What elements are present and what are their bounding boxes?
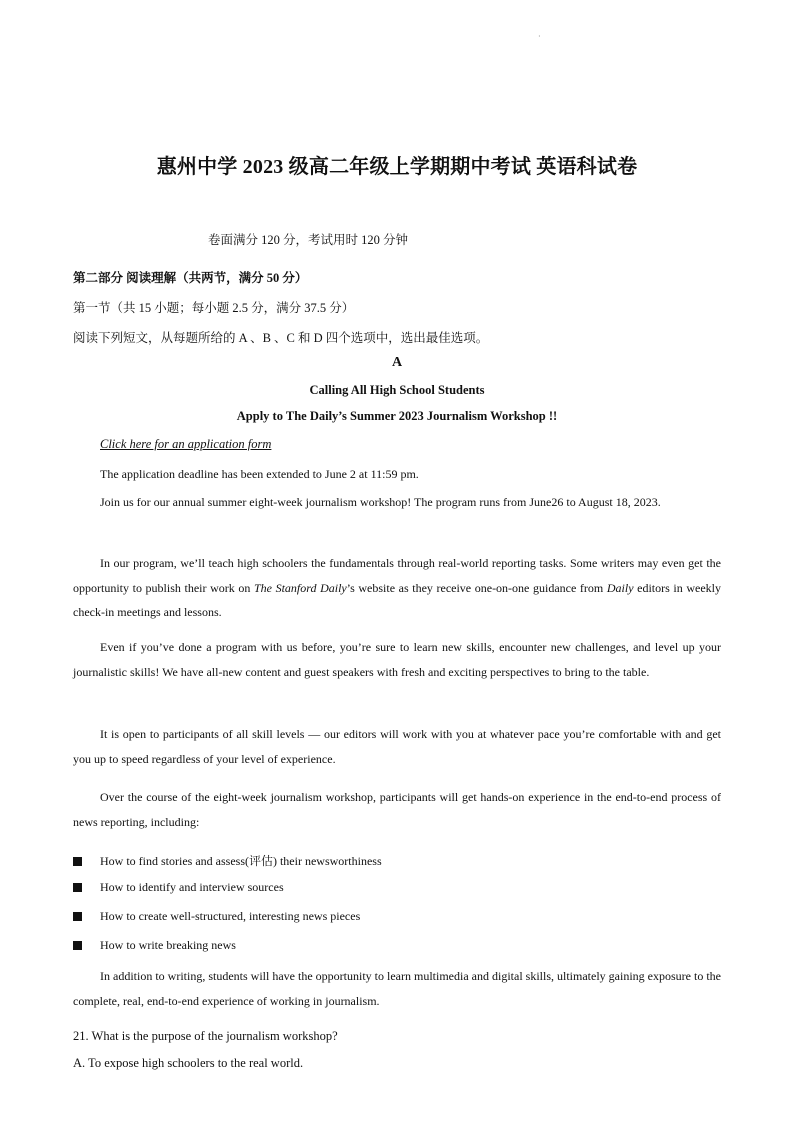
passage-subheading: Apply to The Daily’s Summer 2023 Journalism Workshop !! <box>236 409 558 423</box>
paragraph-6: In addition to writing, students will have the opportunity to learn multimedia and digital skills, ultimately gaining exposure to the complete, real, end-to-end experience of working in journalism. <box>73 969 721 1008</box>
list-item: How to create well-structured, interesting news pieces <box>73 909 360 924</box>
list-item: How to identify and interview sources <box>73 880 284 895</box>
passage-heading: Calling All High School Students <box>309 383 485 397</box>
page-mark: · <box>538 32 541 41</box>
list-item: How to find stories and assess(评估) their newsworthiness <box>73 852 382 869</box>
paragraph-1: Join us for our annual summer eight-week journalism workshop! The program runs from June26 to August 18, 2023. <box>100 495 661 509</box>
deadline-text: The application deadline has been extended to June 2 at 11:59 pm. <box>100 467 419 481</box>
list-item: How to write breaking news <box>73 938 236 953</box>
answer-option-a: A. To expose high schoolers to the real world. <box>73 1056 304 1070</box>
question-stem: 21. What is the purpose of the journalism workshop? <box>73 1029 338 1043</box>
passage-letter: A <box>391 355 403 370</box>
paragraph-5: Over the course of the eight-week journalism workshop, participants will get hands-on experience in the end-to-end process of news reporting, including: <box>73 790 721 829</box>
publication-short-name: Daily <box>606 580 634 595</box>
paragraph-2: In our program, we’ll teach high schoolers the fundamentals through real-world reporting tasks. Some writers may even get the opportunity to publish their work on The Stanford Daily’s website as they receive one-on-one guidance from Daily editors in weekly check-in meetings and lessons. <box>73 556 722 619</box>
paragraph-3: Even if you’ve done a program with us before, you’re sure to learn new skills, encounter new challenges, and level up your journalistic skills! We have all-new content and guest speakers with fresh and exciting perspectives to bring to the table. <box>73 640 721 679</box>
paragraph-4: It is open to participants of all skill levels — our editors will work with you at whatever pace you’re comfortable with and get you up to speed regardless of your level of experience. <box>73 727 721 766</box>
square-bullet-icon <box>73 857 82 866</box>
square-bullet-icon <box>73 941 82 950</box>
publication-name: The Stanford Daily <box>253 580 347 595</box>
application-link[interactable]: Click here for an application form <box>100 437 272 451</box>
exam-title: 惠州中学 2023 级高二年级上学期期中考试 英语科试卷 <box>156 156 638 178</box>
instructions: 阅读下列短文，从每题所给的 A 、B 、C 和 D 四个选项中，选出最佳选项。 <box>73 331 489 345</box>
square-bullet-icon <box>73 912 82 921</box>
part-heading: 第二部分 阅读理解（共两节，满分 50 分） <box>73 271 308 285</box>
subsection-heading: 第一节（共 15 小题；每小题 2.5 分，满分 37.5 分） <box>73 301 355 315</box>
exam-subtitle: 卷面满分 120 分，考试用时 120 分钟 <box>208 233 409 247</box>
square-bullet-icon <box>73 883 82 892</box>
